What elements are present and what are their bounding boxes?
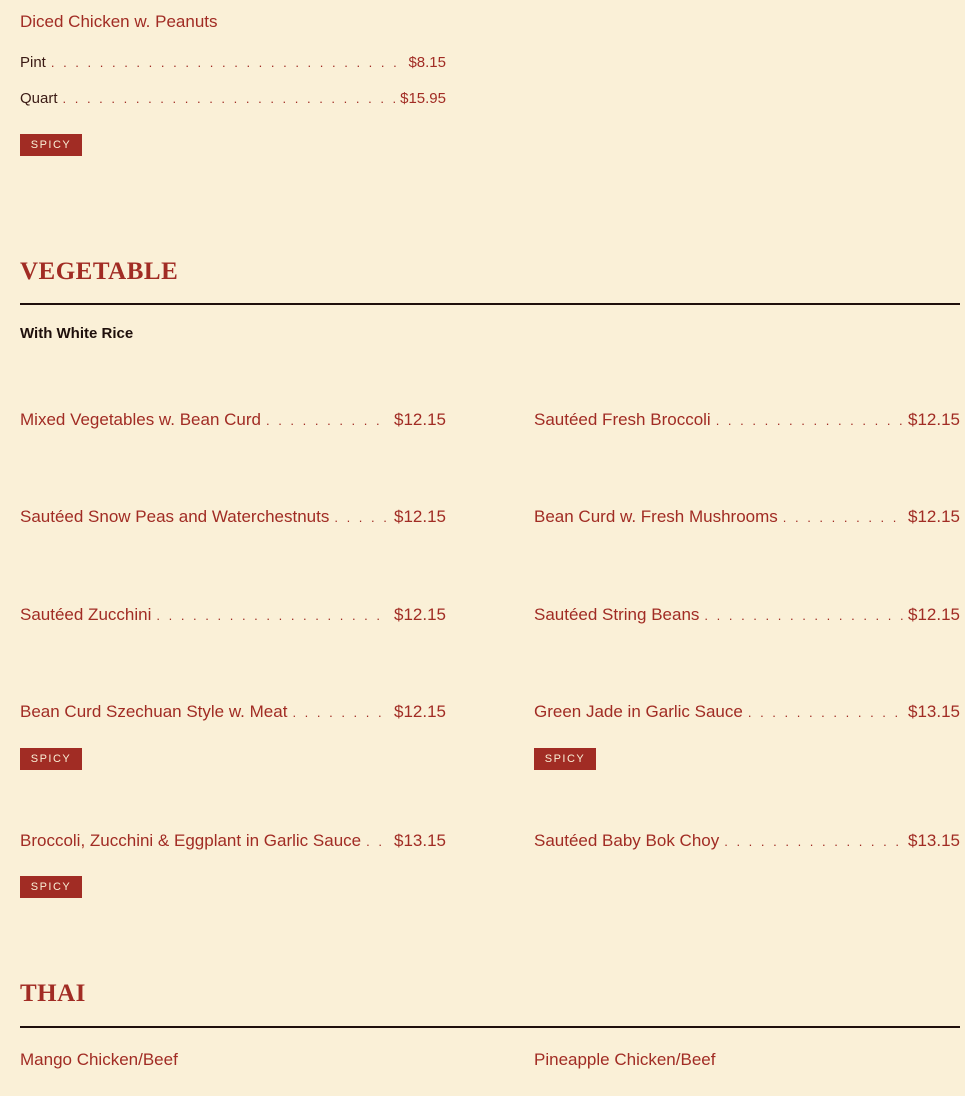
- spicy-badge: SPICY: [20, 134, 82, 156]
- price: $12.15: [908, 507, 960, 526]
- section-divider: [20, 303, 960, 305]
- menu-item[interactable]: [534, 605, 960, 627]
- menu-item[interactable]: [534, 831, 960, 853]
- price: $13.15: [908, 831, 960, 850]
- size-label: Pint: [20, 54, 46, 71]
- menu-item[interactable]: [534, 507, 960, 529]
- spicy-badge: SPICY: [20, 876, 82, 898]
- section-divider: [20, 1026, 960, 1028]
- price: $8.15: [408, 54, 446, 71]
- menu-item-name[interactable]: Pineapple Chicken/Beef: [534, 1050, 716, 1069]
- menu-item[interactable]: [534, 702, 960, 724]
- dot-leader: [724, 834, 903, 849]
- dot-leader: [334, 510, 389, 525]
- price: $13.15: [908, 702, 960, 721]
- menu-item-name: Sautéed Snow Peas and Waterchestnuts: [20, 507, 330, 526]
- menu-item-name: Sautéed Baby Bok Choy: [534, 831, 720, 850]
- spicy-badge: SPICY: [534, 748, 596, 770]
- dot-leader: [51, 55, 404, 70]
- dot-leader: [266, 413, 389, 428]
- menu-item[interactable]: [20, 702, 446, 724]
- dot-leader: [156, 608, 389, 623]
- menu-item-name[interactable]: Mango Chicken/Beef: [20, 1050, 178, 1069]
- menu-item-name: Broccoli, Zucchini & Eggplant in Garlic Sauce: [20, 831, 362, 850]
- section-title-thai: THAI: [20, 980, 86, 1007]
- menu-item[interactable]: [20, 605, 446, 627]
- menu-item-name: Sautéed Fresh Broccoli: [534, 410, 711, 429]
- menu-item[interactable]: [20, 831, 446, 853]
- section-title-vegetable: VEGETABLE: [20, 258, 179, 285]
- size-row-pint: [20, 54, 446, 76]
- price: $12.15: [908, 410, 960, 429]
- dot-leader: [716, 413, 903, 428]
- dot-leader: [704, 608, 903, 623]
- price: $12.15: [908, 605, 960, 624]
- menu-item-name: Sautéed Zucchini: [20, 605, 152, 624]
- price: $13.15: [394, 831, 446, 850]
- menu-item-name: Green Jade in Garlic Sauce: [534, 702, 743, 721]
- section-subtitle: With White Rice: [20, 325, 134, 342]
- menu-item[interactable]: [20, 410, 446, 432]
- price: $12.15: [394, 507, 446, 526]
- dot-leader: [366, 834, 389, 849]
- menu-item-name: Sautéed String Beans: [534, 605, 700, 624]
- dot-leader: [783, 510, 903, 525]
- menu-item[interactable]: [20, 507, 446, 529]
- menu-item-name: Mixed Vegetables w. Bean Curd: [20, 410, 261, 429]
- dot-leader: [748, 705, 903, 720]
- dot-leader: [63, 91, 396, 106]
- price: $12.15: [394, 605, 446, 624]
- price: $12.15: [394, 702, 446, 721]
- price: $12.15: [394, 410, 446, 429]
- spicy-badge: SPICY: [20, 748, 82, 770]
- price: $15.95: [400, 90, 446, 107]
- menu-item-name: Bean Curd w. Fresh Mushrooms: [534, 507, 778, 526]
- dot-leader: [292, 705, 389, 720]
- size-label: Quart: [20, 90, 58, 107]
- menu-item-name: Diced Chicken w. Peanuts: [20, 12, 218, 31]
- size-row-quart: [20, 90, 446, 112]
- menu-item[interactable]: [534, 410, 960, 432]
- menu-item-name: Bean Curd Szechuan Style w. Meat: [20, 702, 288, 721]
